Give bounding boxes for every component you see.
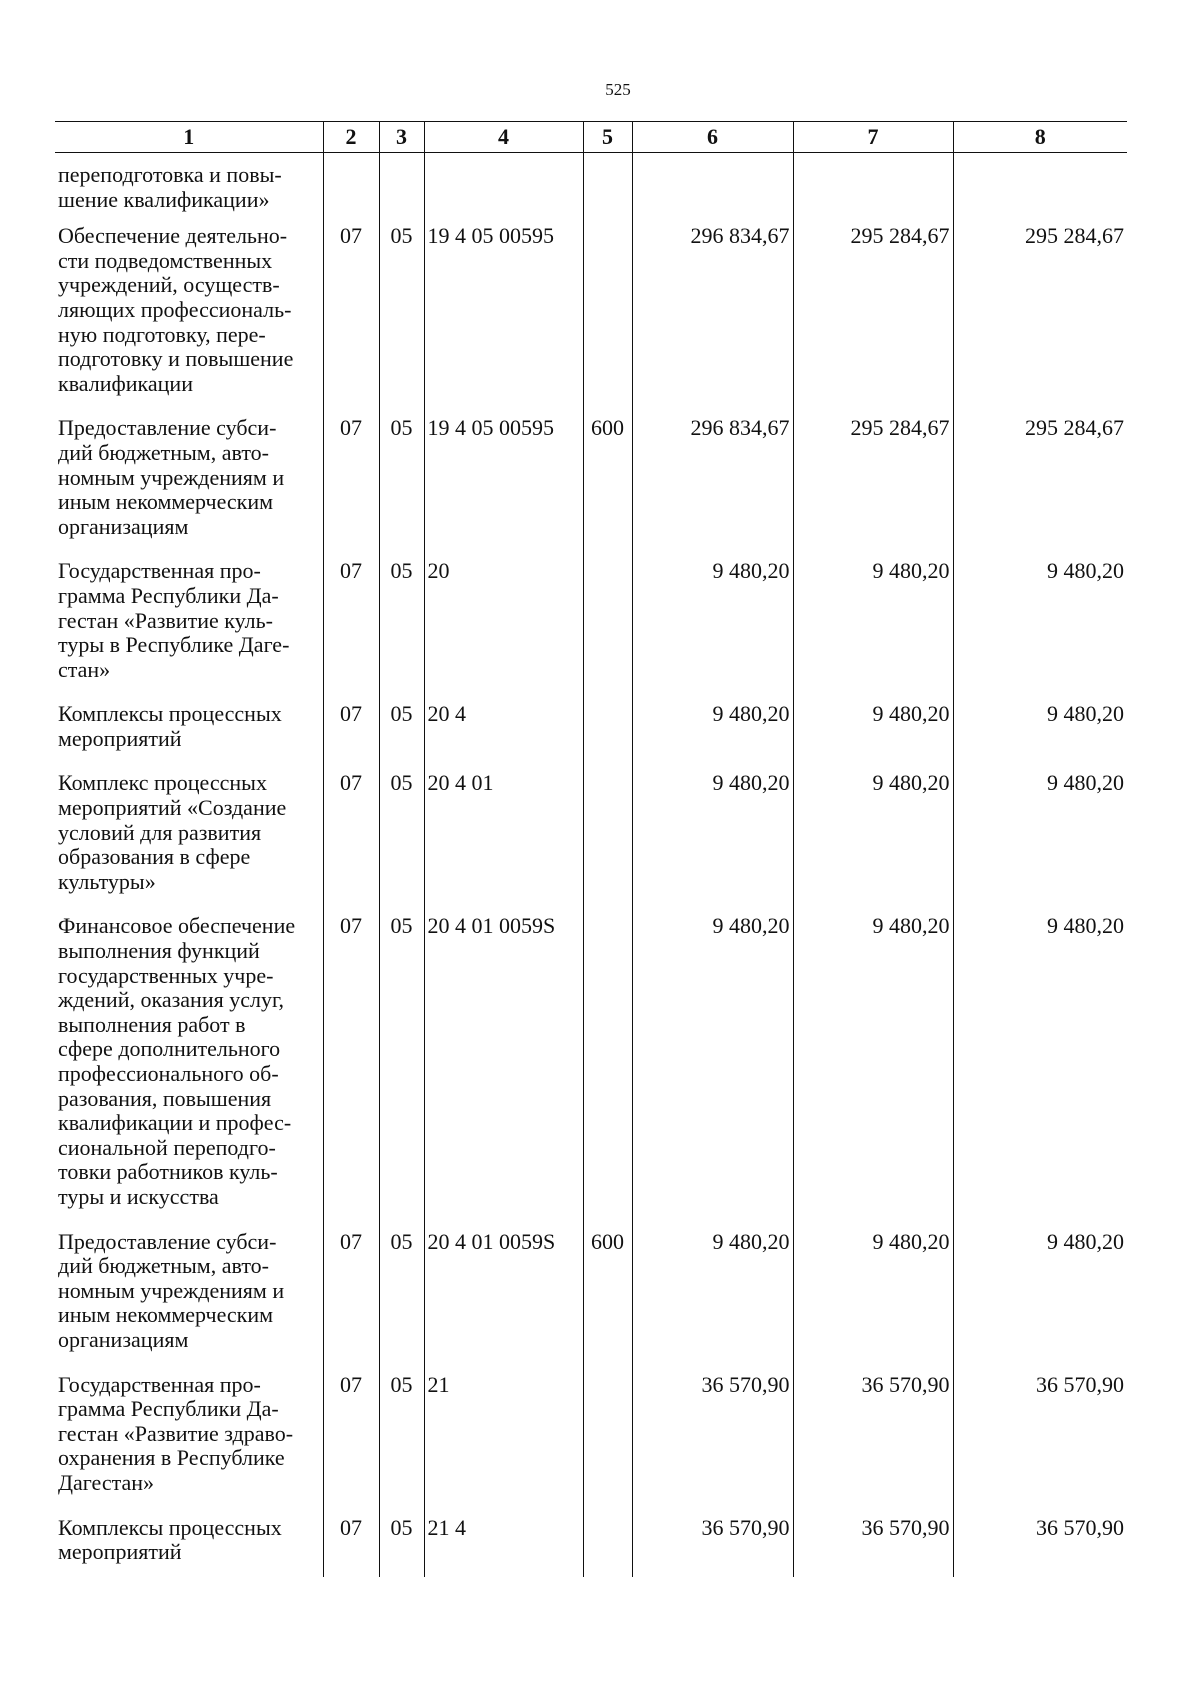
item-name-line: иным некоммерческим <box>58 489 274 515</box>
table-row <box>55 224 1127 416</box>
cell-amount-year-2: 9 480,20 <box>793 1230 953 1373</box>
cell-subsection: 05 <box>379 702 424 771</box>
cell-target-article: 19 4 05 00595 <box>424 416 583 559</box>
item-name-line: государственных учре- <box>58 962 274 988</box>
cell-amount-year-3: 9 480,20 <box>953 1230 1127 1373</box>
cell-item-name <box>55 153 323 225</box>
item-name-line: сти подведомственных <box>58 247 273 273</box>
header-col-3: 3 <box>379 122 424 153</box>
item-name-line: дий бюджетным, авто- <box>58 1253 269 1279</box>
table-row <box>55 559 1127 702</box>
item-name-line: стан» <box>58 656 111 682</box>
cell-amount-year-3: 295 284,67 <box>953 224 1127 416</box>
table-row <box>55 1230 1127 1373</box>
table-body <box>55 153 1127 1577</box>
table-row <box>55 914 1127 1229</box>
cell-section: 07 <box>323 771 379 914</box>
item-name-line: грамма Республики Да- <box>58 582 279 608</box>
cell-amount-year-3: 9 480,20 <box>953 559 1127 702</box>
cell-amount-year-3: 9 480,20 <box>953 914 1127 1229</box>
item-name-line: организациям <box>58 513 189 539</box>
cell-target-article: 20 4 01 0059S <box>424 1230 583 1373</box>
cell-subsection: 05 <box>379 771 424 914</box>
item-name-line: мероприятий <box>58 725 182 751</box>
item-name-line: сиональной переподго- <box>58 1134 276 1160</box>
cell-section: 07 <box>323 224 379 416</box>
cell-expense-type <box>583 153 632 225</box>
item-name-line: Предоставление субси- <box>58 1228 277 1254</box>
cell-amount-year-1: 9 480,20 <box>632 914 793 1229</box>
table-row <box>55 771 1127 914</box>
cell-expense-type <box>583 702 632 771</box>
budget-table-container <box>55 121 1127 1577</box>
header-col-4: 4 <box>424 122 583 153</box>
item-name-line: ждений, оказания услуг, <box>58 987 285 1013</box>
cell-target-article: 20 4 <box>424 702 583 771</box>
cell-expense-type: 600 <box>583 1230 632 1373</box>
item-name-line: подготовку и повышение <box>58 346 294 372</box>
cell-target-article <box>424 153 583 225</box>
cell-amount-year-3: 36 570,90 <box>953 1373 1127 1516</box>
cell-expense-type <box>583 559 632 702</box>
item-name-line: учреждений, осуществ- <box>58 272 280 298</box>
item-name-line: сфере дополнительного <box>58 1036 281 1062</box>
table-row <box>55 416 1127 559</box>
item-name-line: номным учреждениям и <box>58 464 285 490</box>
cell-amount-year-2: 9 480,20 <box>793 914 953 1229</box>
cell-section: 07 <box>323 1230 379 1373</box>
item-name-line: квалификации и профес- <box>58 1110 292 1136</box>
item-name-line: образования в сфере <box>58 844 251 870</box>
cell-expense-type: 600 <box>583 416 632 559</box>
item-name-line: Предоставление субси- <box>58 415 277 441</box>
cell-subsection: 05 <box>379 416 424 559</box>
item-name-line: мероприятий <box>58 1539 182 1565</box>
cell-amount-year-2: 295 284,67 <box>793 416 953 559</box>
cell-target-article: 21 <box>424 1373 583 1516</box>
item-name-line: Финансовое обеспечение <box>58 913 296 939</box>
table-row <box>55 1516 1127 1577</box>
cell-subsection <box>379 153 424 225</box>
cell-amount-year-1: 9 480,20 <box>632 1230 793 1373</box>
cell-amount-year-1: 9 480,20 <box>632 559 793 702</box>
item-name-line: Обеспечение деятельно- <box>58 223 288 249</box>
cell-item-name <box>55 1373 323 1516</box>
page-number: 525 <box>605 80 631 99</box>
item-name-line: гестан «Развитие здраво- <box>58 1420 294 1446</box>
cell-item-name <box>55 771 323 914</box>
cell-amount-year-2: 36 570,90 <box>793 1373 953 1516</box>
item-name-line: номным учреждениям и <box>58 1277 285 1303</box>
item-name-line: охранения в Республике <box>58 1445 285 1471</box>
cell-amount-year-2: 9 480,20 <box>793 559 953 702</box>
budget-table <box>55 121 1127 1577</box>
cell-item-name <box>55 1230 323 1373</box>
cell-subsection: 05 <box>379 224 424 416</box>
cell-section: 07 <box>323 416 379 559</box>
cell-item-name <box>55 224 323 416</box>
cell-section: 07 <box>323 914 379 1229</box>
cell-section: 07 <box>323 559 379 702</box>
item-name-line: гестан «Развитие куль- <box>58 607 273 633</box>
item-name-line: мероприятий «Создание <box>58 795 287 821</box>
item-name-line: культуры» <box>58 868 156 894</box>
cell-amount-year-2: 36 570,90 <box>793 1516 953 1577</box>
cell-item-name <box>55 702 323 771</box>
cell-amount-year-3: 9 480,20 <box>953 771 1127 914</box>
cell-section: 07 <box>323 1516 379 1577</box>
table-row <box>55 153 1127 225</box>
cell-subsection: 05 <box>379 914 424 1229</box>
cell-amount-year-2: 295 284,67 <box>793 224 953 416</box>
item-name-line: дий бюджетным, авто- <box>58 439 269 465</box>
cell-target-article: 21 4 <box>424 1516 583 1577</box>
item-name-line: выполнения работ в <box>58 1011 246 1037</box>
item-name-line: выполнения функций <box>58 938 260 964</box>
cell-amount-year-1: 9 480,20 <box>632 771 793 914</box>
cell-amount-year-3: 295 284,67 <box>953 416 1127 559</box>
cell-item-name <box>55 1516 323 1577</box>
header-col-2: 2 <box>323 122 379 153</box>
item-name-line: Комплексы процессных <box>58 701 282 727</box>
cell-target-article: 20 4 01 <box>424 771 583 914</box>
cell-amount-year-2: 9 480,20 <box>793 771 953 914</box>
cell-amount-year-2: 9 480,20 <box>793 702 953 771</box>
cell-amount-year-2 <box>793 153 953 225</box>
cell-target-article: 20 4 01 0059S <box>424 914 583 1229</box>
item-name-line: грамма Республики Да- <box>58 1396 279 1422</box>
cell-amount-year-1: 296 834,67 <box>632 224 793 416</box>
item-name-line: туры в Республике Даге- <box>58 632 290 658</box>
cell-subsection: 05 <box>379 1516 424 1577</box>
item-name-line: ную подготовку, пере- <box>58 321 266 347</box>
item-name-line: Государственная про- <box>58 558 261 584</box>
cell-section: 07 <box>323 702 379 771</box>
item-name-line: Комплекс процессных <box>58 770 267 796</box>
cell-amount-year-3: 36 570,90 <box>953 1516 1127 1577</box>
item-name-line: разования, повышения <box>58 1085 272 1111</box>
item-name-line: Государственная про- <box>58 1371 261 1397</box>
cell-item-name <box>55 914 323 1229</box>
cell-expense-type <box>583 224 632 416</box>
cell-amount-year-1: 36 570,90 <box>632 1516 793 1577</box>
item-name-line: профессионального об- <box>58 1061 279 1086</box>
item-name-line: ляющих профессиональ- <box>58 296 292 322</box>
cell-target-article: 19 4 05 00595 <box>424 224 583 416</box>
cell-amount-year-3 <box>953 153 1127 225</box>
header-col-8: 8 <box>953 122 1127 153</box>
item-name-line: Комплексы процессных <box>58 1514 282 1540</box>
cell-section: 07 <box>323 1373 379 1516</box>
item-name-line: организациям <box>58 1326 189 1352</box>
table-row <box>55 702 1127 771</box>
cell-subsection: 05 <box>379 1373 424 1516</box>
cell-amount-year-1 <box>632 153 793 225</box>
cell-expense-type <box>583 1373 632 1516</box>
cell-amount-year-1: 296 834,67 <box>632 416 793 559</box>
item-name-line: квалификации <box>58 370 193 396</box>
table-header-row <box>55 122 1127 153</box>
cell-amount-year-1: 36 570,90 <box>632 1373 793 1516</box>
item-name-line: товки работников куль- <box>58 1159 278 1185</box>
header-col-7: 7 <box>793 122 953 153</box>
item-name-line: условий для развития <box>58 819 262 845</box>
cell-expense-type <box>583 771 632 914</box>
cell-expense-type <box>583 914 632 1229</box>
header-col-6: 6 <box>632 122 793 153</box>
cell-expense-type <box>583 1516 632 1577</box>
cell-target-article: 20 <box>424 559 583 702</box>
cell-subsection: 05 <box>379 559 424 702</box>
item-name-line: иным некоммерческим <box>58 1302 274 1328</box>
table-row <box>55 1373 1127 1516</box>
cell-item-name <box>55 416 323 559</box>
item-name-line: Дагестан» <box>58 1469 155 1495</box>
item-name-line: шение квалификации» <box>58 186 270 212</box>
item-name-line: переподготовка и повы- <box>58 162 282 187</box>
header-col-5: 5 <box>583 122 632 153</box>
cell-section <box>323 153 379 225</box>
cell-item-name <box>55 559 323 702</box>
cell-amount-year-1: 9 480,20 <box>632 702 793 771</box>
cell-amount-year-3: 9 480,20 <box>953 702 1127 771</box>
item-name-line: туры и искусства <box>58 1183 219 1209</box>
header-col-1: 1 <box>55 122 323 153</box>
cell-subsection: 05 <box>379 1230 424 1373</box>
